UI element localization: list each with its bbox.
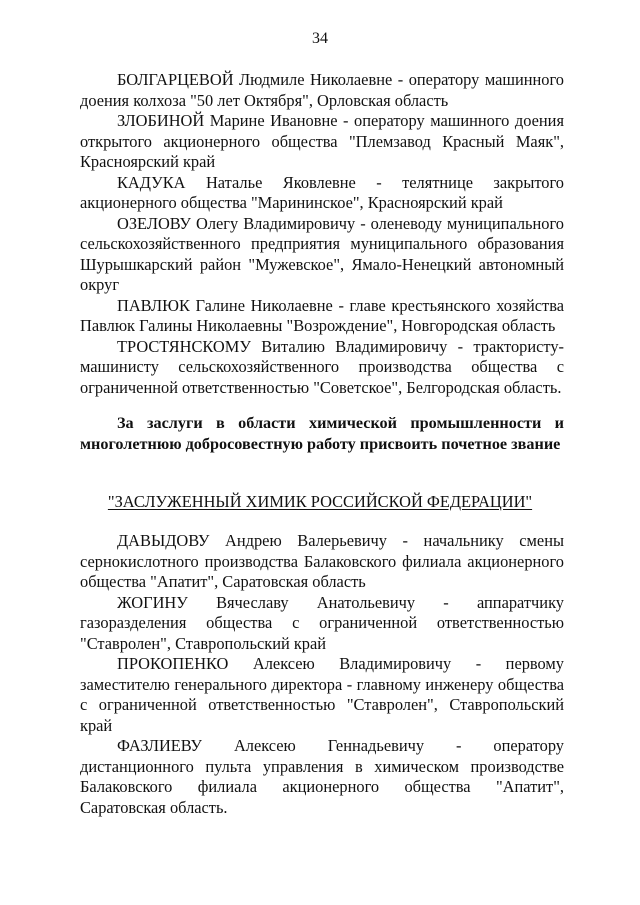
honorary-title-text: "ЗАСЛУЖЕННЫЙ ХИМИК РОССИЙСКОЙ ФЕДЕРАЦИИ" — [107, 492, 533, 511]
award-entry: ДАВЫДОВУ Андрею Валерьевичу - начальнику смены сернокислотного производства Балаковского филиала акционерного общества "Апатит", Саратовская область — [80, 531, 564, 591]
award-entry: ПРОКОПЕНКО Алексею Владимировичу - первому заместителю генерального директора - главному инженеру общества с ограниченной ответственностью "Ставролен", Ставропольский край — [80, 654, 564, 735]
award-entry: ТРОСТЯНСКОМУ Виталию Владимировичу - трактористу-машинисту сельскохозяйственного производства общества с ограниченной ответственностью "Советское", Белгородская область. — [80, 336, 564, 397]
award-entry: ЖОГИНУ Вячеславу Анатольевичу - аппаратчику газоразделения общества с ограниченной ответственностью "Ставролен", Ставропольский край — [80, 592, 564, 653]
award-entry: БОЛГАРЦЕВОЙ Людмиле Николаевне - оператору машинного доения колхоза "50 лет Октября", Орловская область — [80, 70, 564, 110]
award-entry: ПАВЛЮК Галине Николаевне - главе крестьянского хозяйства Павлюк Галины Николаевны "Возрождение", Новгородская область — [80, 295, 564, 335]
honorary-title — [0, 492, 640, 512]
award-entry: КАДУКА Наталье Яковлевне - телятнице закрытого акционерного общества "Марининское", Красноярский край — [80, 172, 564, 212]
award-entry: ОЗЕЛОВУ Олегу Владимировичу - оленеводу муниципального сельскохозяйственного предприятия муниципального образования Шурышкарский район "Мужевское", Ямало-Ненецкий автономный округ — [80, 213, 564, 294]
award-entry: ФАЗЛИЕВУ Алексею Геннадьевичу - оператору дистанционного пульта управления в химическом производстве Балаковского филиала акционерного общества "Апатит", Саратовская область. — [80, 736, 564, 817]
awards-list-agriculture — [80, 70, 564, 398]
awards-list-chemistry — [80, 531, 564, 818]
decree-paragraph: За заслуги в области химической промышленности и многолетнюю добросовестную работу присвоить почетное звание — [80, 414, 564, 453]
award-entry: ЗЛОБИНОЙ Марине Ивановне - оператору машинного доения открытого акционерного общества "Племзавод Красный Маяк", Красноярский край — [80, 111, 564, 171]
page-number: 34 — [312, 30, 328, 47]
